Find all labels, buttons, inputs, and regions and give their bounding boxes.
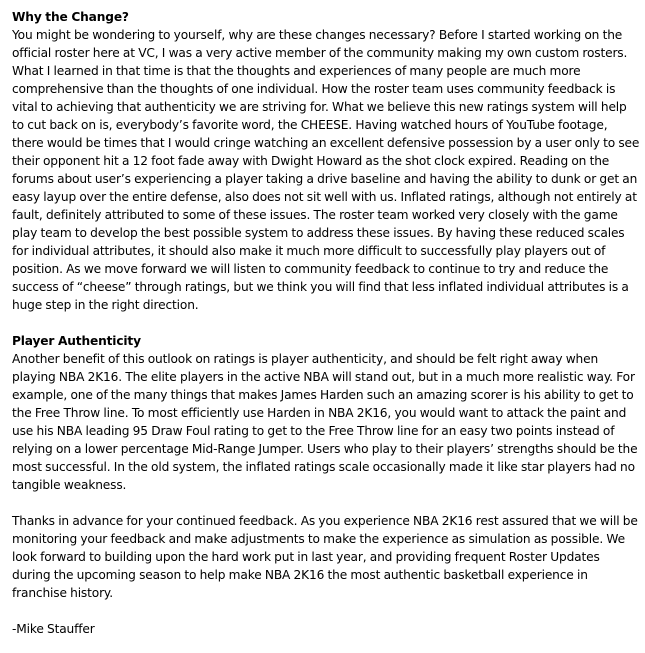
- section-body-player-authenticity: Another benefit of this outlook on ratings is player authenticity, and should be felt right away when playing NBA 2K16. The elite players in the active NBA will stand out, but in a much more realistic way. For example, one of the many things that makes James Harden such an amazing scorer is his ability to get to the Free Throw line. To most efficiently use Harden in NBA 2K16, you would want to attack the paint and use his NBA leading 95 Draw Foul rating to get to the Free Throw line for an easy two points instead of relying on a lower percentage Mid-Range Jumper. Users who play to their players’ strengths should be the most successful. In the old system, the inflated ratings scale occasionally made it like star players had no tangible weakness.: [12, 352, 638, 492]
- section-body-why-the-change: You might be wondering to yourself, why are these changes necessary? Before I started working on the official roster here at VC, I was a very active member of the community making my own custom rosters. What I learned in that time is that the thoughts and experiences of many people are much more comprehensive than the thoughts of one individual. How the roster team uses community feedback is vital to achieving that authenticity we are striving for. What we believe this new ratings system will help to cut back on is, everybody’s favorite word, the CHEESE. Having watched hours of YouTube footage, there would be times that I would cringe watching an excellent defensive possession by a user only to see their opponent hit a 12 foot fade away with Dwight Howard as the shot clock expired. Reading on the forums about user’s experiencing a player taking a drive baseline and having the ability to dunk or get an easy layup over the entire defense, also does not sit well with us. Inflated ratings, although not entirely at fault, definitely attributed to some of these issues. The roster team worked very closely with the game play team to develop the best possible system to address these issues. By having these reduced scales for individual attributes, it should also make it much more difficult to successfully play players out of position. As we move forward we will listen to community feedback to continue to try and reduce the success of “cheese” through ratings, but we think you will find that less inflated individual attributes is a huge step in the right direction.: [12, 28, 640, 312]
- author-signature: -Mike Stauffer: [12, 622, 95, 636]
- section-heading-player-authenticity: Player Authenticity: [12, 334, 141, 348]
- paragraph-spacer: [12, 314, 640, 332]
- section-heading-why-the-change: Why the Change?: [12, 10, 129, 24]
- article: [12, 8, 640, 638]
- closing-paragraph: Thanks in advance for your continued feedback. As you experience NBA 2K16 rest assured that we will be monitoring your feedback and make adjustments to make the experience as simulation as possible. We look forward to building upon the hard work put in last year, and providing frequent Roster Updates during the upcoming season to help make NBA 2K16 the most authentic basketball experience in franchise history.: [12, 514, 638, 600]
- paragraph-spacer: [12, 494, 640, 512]
- paragraph-spacer: [12, 602, 640, 620]
